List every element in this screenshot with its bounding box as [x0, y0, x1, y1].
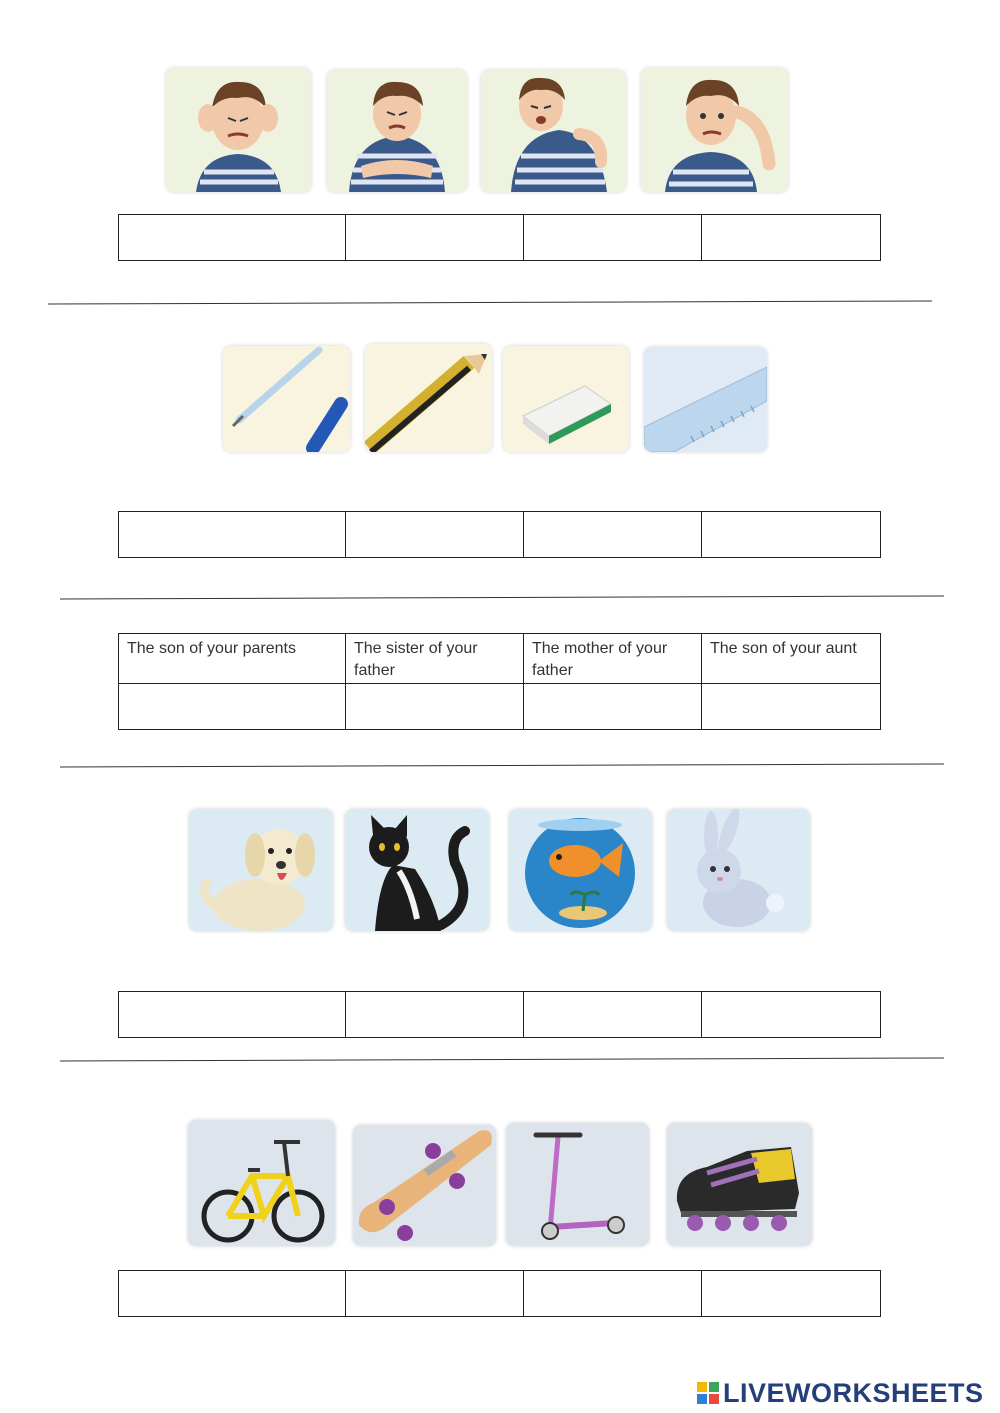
- table-row: [119, 512, 881, 558]
- answer-input-9[interactable]: [119, 684, 345, 729]
- answer-cell: [702, 684, 881, 730]
- answer-cell: [524, 215, 702, 261]
- headache-image: [166, 68, 311, 192]
- dog-image: [189, 809, 333, 931]
- bike-image: [188, 1120, 335, 1246]
- answer-cell: [346, 512, 524, 558]
- answer-input-4[interactable]: [702, 215, 880, 260]
- section-divider: [48, 300, 932, 304]
- answer-input-3[interactable]: [524, 215, 701, 260]
- answer-cell: [524, 512, 702, 558]
- liveworksheets-logo: [697, 1376, 984, 1410]
- answer-cell: [346, 684, 524, 730]
- answer-input-18[interactable]: [346, 1271, 523, 1316]
- rubber-image: [503, 346, 629, 452]
- family-table: [118, 633, 881, 730]
- answer-input-11[interactable]: [524, 684, 701, 729]
- skateboard-image: [353, 1125, 496, 1246]
- pen-image: [223, 346, 350, 452]
- roller-skates-image: [667, 1123, 812, 1246]
- answer-input-14[interactable]: [346, 992, 523, 1037]
- pets-answer-table: [118, 991, 881, 1038]
- backache-image: [481, 70, 626, 192]
- answer-input-19[interactable]: [524, 1271, 701, 1316]
- family-clue-1: The son of your parents: [119, 634, 346, 684]
- stomachache-image: [327, 70, 467, 192]
- table-row: [119, 684, 881, 730]
- section-divider: [60, 595, 944, 599]
- answer-input-16[interactable]: [702, 992, 880, 1037]
- logo-square: [709, 1382, 719, 1392]
- table-row: [119, 215, 881, 261]
- section-divider: [60, 763, 944, 767]
- answer-input-8[interactable]: [702, 512, 880, 557]
- pencil-image: [365, 344, 492, 452]
- answer-cell: [524, 684, 702, 730]
- answer-cell: [119, 215, 346, 261]
- answer-input-13[interactable]: [119, 992, 345, 1037]
- scooter-image: [506, 1123, 649, 1246]
- earache-image: [641, 68, 788, 192]
- answer-cell: [119, 684, 346, 730]
- answer-cell: [524, 1271, 702, 1317]
- answer-cell: [346, 1271, 524, 1317]
- family-clue-4: The son of your aunt: [702, 634, 881, 684]
- table-row: [119, 634, 881, 684]
- table-row: [119, 1271, 881, 1317]
- answer-input-5[interactable]: [119, 512, 345, 557]
- logo-square: [709, 1394, 719, 1404]
- aches-answer-table: [118, 214, 881, 261]
- answer-cell: [702, 215, 881, 261]
- logo-square: [697, 1394, 707, 1404]
- answer-input-6[interactable]: [346, 512, 523, 557]
- answer-cell: [702, 512, 881, 558]
- answer-cell: [346, 215, 524, 261]
- answer-input-10[interactable]: [346, 684, 523, 729]
- table-row: [119, 992, 881, 1038]
- answer-input-1[interactable]: [119, 215, 345, 260]
- family-clue-3: The mother of your father: [524, 634, 702, 684]
- answer-cell: [524, 992, 702, 1038]
- answer-cell: [119, 1271, 346, 1317]
- section-divider: [60, 1057, 944, 1061]
- answer-input-17[interactable]: [119, 1271, 345, 1316]
- answer-input-2[interactable]: [346, 215, 523, 260]
- logo-grid-icon: [697, 1382, 719, 1404]
- answer-input-12[interactable]: [702, 684, 880, 729]
- school-objects-answer-table: [118, 511, 881, 558]
- rabbit-image: [667, 809, 810, 931]
- answer-cell: [346, 992, 524, 1038]
- answer-input-15[interactable]: [524, 992, 701, 1037]
- answer-cell: [119, 512, 346, 558]
- answer-cell: [702, 1271, 881, 1317]
- answer-cell: [119, 992, 346, 1038]
- family-clue-2: The sister of your father: [346, 634, 524, 684]
- answer-input-20[interactable]: [702, 1271, 880, 1316]
- answer-input-7[interactable]: [524, 512, 701, 557]
- answer-cell: [702, 992, 881, 1038]
- brand-name: LIVEWORKSHEETS: [723, 1377, 984, 1408]
- cat-image: [345, 809, 489, 931]
- goldfish-image: [509, 809, 652, 931]
- ruler-image: [644, 347, 767, 452]
- logo-square: [697, 1382, 707, 1392]
- toys-answer-table: [118, 1270, 881, 1317]
